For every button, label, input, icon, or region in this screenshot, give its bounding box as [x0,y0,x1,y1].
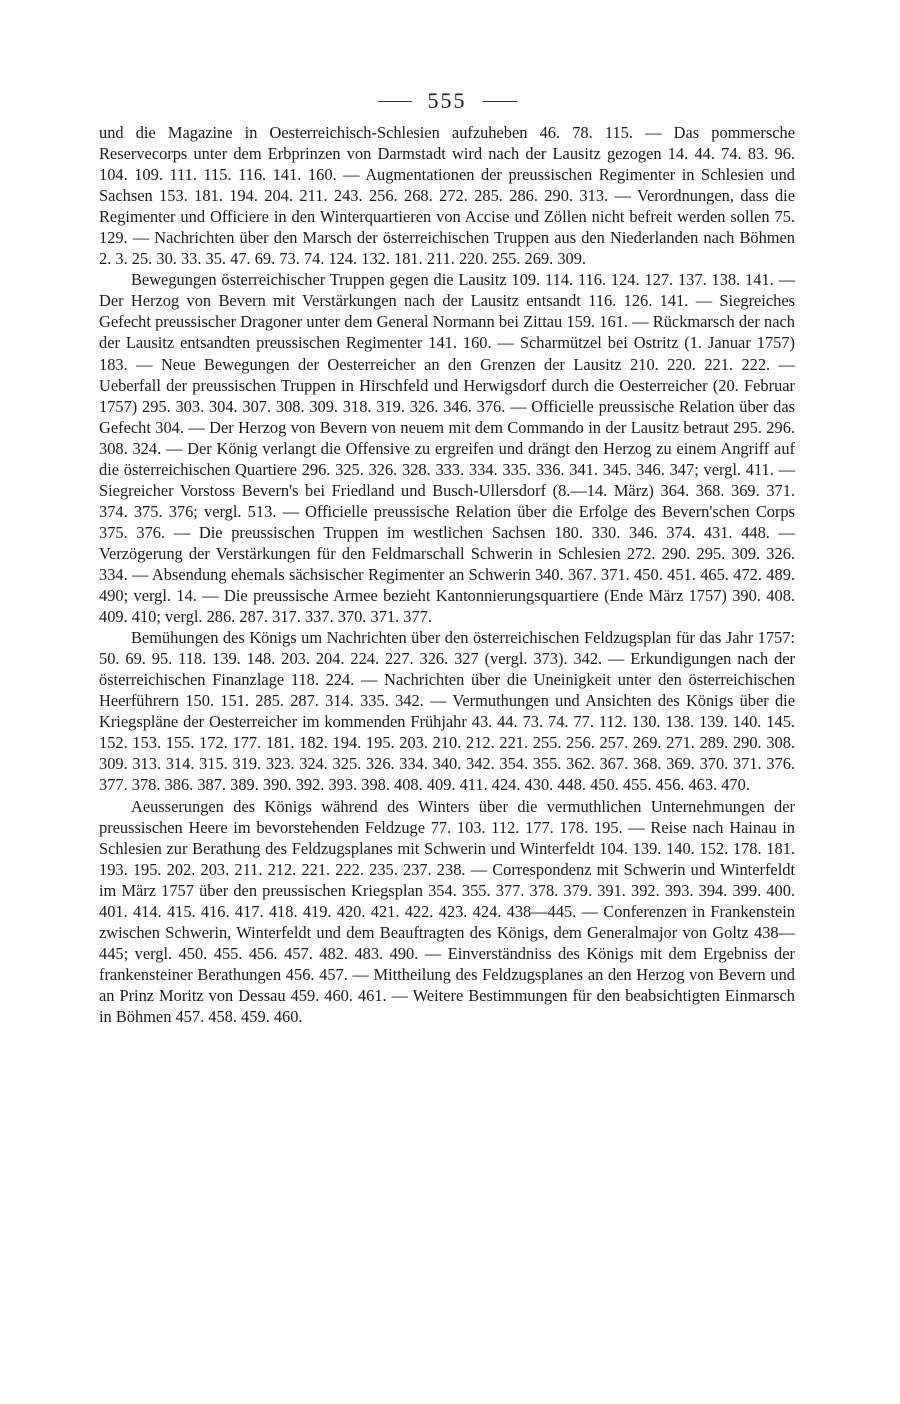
header-rule-right [483,101,517,102]
paragraph-lausitz: Bewegungen österreichischer Truppen gegen die Lausitz 109. 114. 116. 124. 127. 137. 138. 141. — Der Herzog von Bevern mit Verstärkungen nach der Lausitz entsandt 116. 126. 141. — Siegreiches Gefecht preussischer Dragoner unter dem General Normann bei Zittau 159. 161. — Rückmarsch der nach der Lausitz entsandten preussischen Regimenter 141. 160. — Scharmützel bei Ostritz (1. Januar 1757) 183. — Neue Bewegungen der Oesterreicher an den Grenzen der Lausitz 210. 220. 221. 222. — Ueberfall der preussischen Truppen in Hirschfeld und Herwigsdorf durch die Oesterreicher (20. Februar 1757) 295. 303. 304. 307. 308. 309. 318. 319. 326. 346. 376. — Officielle preussische Relation über das Gefecht 304. — Der Herzog von Bevern von neuem mit dem Commando in der Lausitz betraut 295. 296. 308. 324. — Der König verlangt die Offensive zu ergreifen und drängt den Herzog zu einem Angriff auf die österreichischen Quartiere 296. 325. 326. 328. 333. 334. 335. 336. 341. 345. 346. 347; vergl. 411. — Siegreicher Vorstoss Bevern's bei Friedland und Busch-Ullersdorf (8.—14. März) 364. 368. 369. 371. 374. 375. 376; vergl. 513. — Officielle preussische Relation über die Erfolge des Bevern'schen Corps 375. 376. — Die preussischen Truppen im westlichen Sachsen 180. 330. 346. 374. 431. 448. — Verzögerung der Verstärkungen für den Feldmarschall Schwerin in Schlesien 272. 290. 295. 309. 326. 334. — Absendung ehemals sächsischer Regimenter an Schwerin 340. 367. 371. 450. 451. 465. 472. 489. 490; vergl. 14. — Die preussische Armee bezieht Kantonnierungsquartiere (Ende März 1757) 390. 408. 409. 410; vergl. 286. 287. 317. 337. 370. 371. 377. [99,270,795,627]
paragraph-feldzugsplan: Bemühungen des Königs um Nachrichten über den österreichischen Feldzugsplan für das Jahr 1757: 50. 69. 95. 118. 139. 148. 203. 204. 224. 227. 326. 327 (vergl. 373). 342. — Erkundigungen nach der österreichischen Finanzlage 118. 224. — Nachrichten über die Uneinigkeit unter den österreichischen Heerführern 150. 151. 285. 287. 314. 335. 342. — Vermuthungen und Ansichten des Königs über die Kriegspläne der Oesterreicher im kommenden Frühjahr 43. 44. 73. 74. 77. 112. 130. 138. 139. 140. 145. 152. 153. 155. 172. 177. 181. 182. 194. 195. 203. 210. 212. 221. 255. 256. 257. 269. 271. 289. 290. 308. 309. 313. 314. 315. 319. 323. 324. 325. 326. 334. 340. 342. 354. 355. 362. 367. 368. 369. 370. 371. 376. 377. 378. 386. 387. 389. 390. 392. 393. 398. 408. 409. 411. 424. 430. 448. 450. 455. 456. 463. 470. [99,628,795,795]
header-rule-left [378,101,412,102]
book-page [99,84,795,1027]
paragraph-aeusserungen: Aeusserungen des Königs während des Winters über die vermuthlichen Unternehmungen der preussischen Heere im bevorstehenden Feldzuge 77. 103. 112. 177. 178. 195. — Reise nach Hainau in Schlesien zur Berathung des Feldzugsplanes mit Schwerin und Winterfeldt 104. 139. 140. 152. 178. 181. 193. 195. 202. 203. 211. 212. 221. 222. 235. 237. 238. — Correspondenz mit Schwerin und Winterfeldt im März 1757 über den preussischen Kriegsplan 354. 355. 377. 378. 379. 391. 392. 393. 394. 399. 400. 401. 414. 415. 416. 417. 418. 419. 420. 421. 422. 423. 424. 438—445. — Conferenzen in Frankenstein zwischen Schwerin, Winterfeldt und dem Beauftragten des Königs, dem Generalmajor von Goltz 438—445; vergl. 450. 455. 456. 457. 482. 483. 490. — Einverständniss des Königs mit dem Ergebniss der frankensteiner Berathungen 456. 457. — Mittheilung des Feldzugsplanes an den Herzog von Bevern und an Prinz Moritz von Dessau 459. 460. 461. — Weitere Bestimmungen für den beabsichtigten Einmarsch in Böhmen 457. 458. 459. 460. [99,796,795,1026]
page-number: 555 [427,88,467,113]
paragraph-continued: und die Magazine in Oesterreichisch-Schlesien aufzuheben 46. 78. 115. — Das pommersche Reservecorps unter dem Erbprinzen von Darmstadt wird nach der Lausitz gezogen 14. 44. 74. 83. 96. 104. 109. 111. 115. 116. 141. 160. — Augmentationen der preussischen Regimenter in Schlesien und Sachsen 153. 181. 194. 204. 211. 243. 256. 268. 272. 285. 286. 290. 313. — Verordnungen, dass die Regimenter und Officiere in den Winterquartieren von Accise und Zöllen nicht befreit werden sollen 75. 129. — Nachrichten über den Marsch der österreichischen Truppen aus den Niederlanden nach Böhmen 2. 3. 25. 30. 33. 35. 47. 69. 73. 74. 124. 132. 181. 211. 220. 255. 269. 309. [99,123,795,269]
page-header [99,84,795,118]
